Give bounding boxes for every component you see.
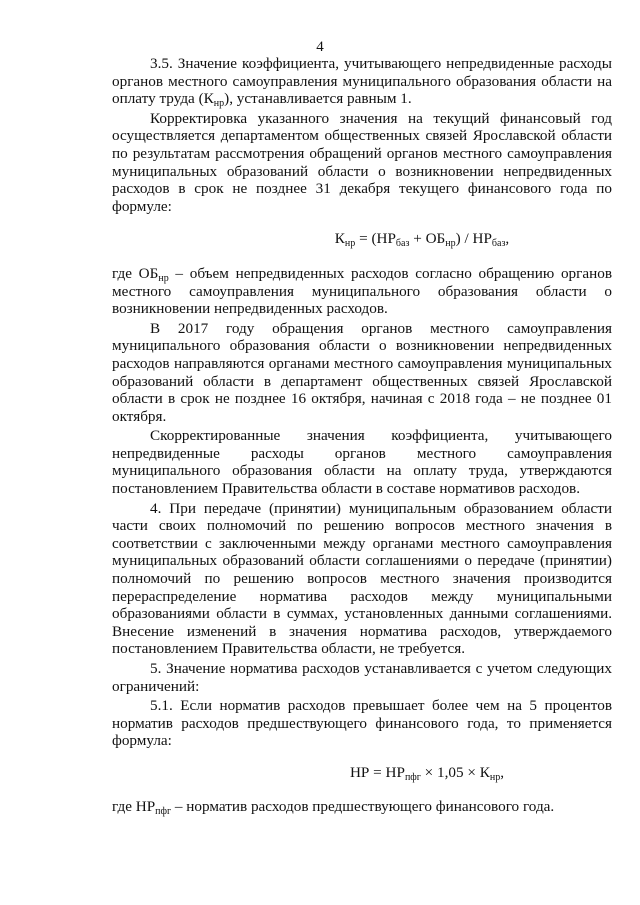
paragraph-where-obnr: где $ОБ_{нр}$ – объем непредвиденных расходов согласно обращению органов местного самоуправления муниципального образования области о возникновении непредвиденных расходов. xyxy=(112,264,612,318)
paragraph-4: 4. При передаче (принятии) муниципальным образованием области части своих полномочий по решению вопросов местного значения в соответствии с заключенными между органами местного самоуправления муниципальных образований области соглашениями о передаче (принятии) полномочий по решению вопросов местного значения производится перераспределение норматива расходов между муниципальными образованиями области в суммах, установленных данными соглашениями. Внесение изменений в значения норматива расходов, утверждаемого постановлением Правительства области, не требуется. xyxy=(112,499,612,658)
page-number: 4 xyxy=(316,39,324,55)
paragraph-where-nrpfg: где $НР_{пфг}$ – норматив расходов предшествующего финансового года. xyxy=(112,797,555,817)
document-body xyxy=(112,55,612,815)
paragraph-3-5: 3.5. Значение коэффициента, учитывающего непредвиденные расходы органов местного самоуправления муниципального образования области на оплату труда $(К_{нр})$, устанавливается равным 1. xyxy=(112,55,612,110)
paragraph-correction: Корректировка указанного значения на текущий финансовый год осуществляется департаментом общественных связей Ярославской области по результатам рассмотрения обращений органов местного самоуправления муниципальных образований области о возникновении непредвиденных расходов в срок не позднее 31 декабря текущего финансового года по формуле: xyxy=(112,109,612,215)
paragraph-5-1: 5.1. Если норматив расходов превышает более чем на 5 процентов норматив расходов предшествующего финансового года, то применяется формула: xyxy=(112,697,612,750)
paragraph-2017: В 2017 году обращения органов местного самоуправления муниципального образования области о возникновении непредвиденных расходов направляются органами местного самоуправления муниципальных образований области в департамент общественных связей Ярославской области в срок не позднее 16 октября, начиная с 2018 года – не позднее 01 октября. xyxy=(112,319,612,425)
paragraph-adjusted-values: Скорректированные значения коэффициента, учитывающего непредвиденные расходы органов местного самоуправления муниципального образования области на оплату труда, утверждаются постановлением Правительства области в составе нормативов расходов. xyxy=(112,427,612,498)
formula-nr: НР = $НР_{пфг} \times 1,05 \times К_{нр}$, xyxy=(349,763,505,783)
paragraph-5: 5. Значение норматива расходов устанавливается с учетом следующих ограничений: xyxy=(112,660,612,695)
formula-knr: $К_{нр} = (НР_{баз} + ОБ_{нр}) / НР_{баз}$, xyxy=(334,230,510,250)
